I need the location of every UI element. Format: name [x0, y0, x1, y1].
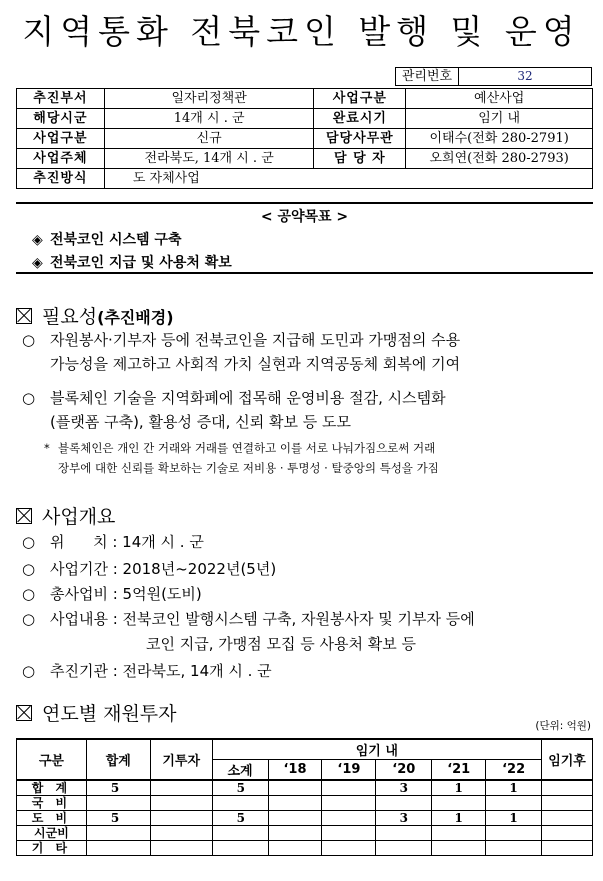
cell-after	[542, 841, 593, 856]
project-info-table	[16, 88, 593, 189]
cell-year	[376, 796, 432, 811]
info-value: 신규	[104, 129, 314, 149]
cell-year: 1	[432, 811, 486, 826]
section-heading: 연도별 재원투자	[42, 703, 177, 725]
diamond-bullet-icon: ◈	[32, 232, 43, 248]
info-label: 추진방식	[17, 169, 105, 189]
cell-year	[322, 826, 376, 841]
info-value: 전라북도, 14개 시 . 군	[104, 149, 314, 169]
table-row	[17, 811, 593, 826]
info-label: 사업주체	[17, 149, 105, 169]
circle-bullet-icon: ○	[22, 560, 36, 578]
info-row	[17, 109, 593, 129]
paragraph-line: (플랫폼 구축), 활용성 증대, 신뢰 확보 등 도모	[50, 413, 351, 431]
paragraph-line: 자원봉사·기부자 등에 전북코인을 지급해 도민과 가맹점의 수용	[50, 331, 461, 349]
section-heading: 필요성	[42, 306, 98, 328]
pledge-item	[32, 229, 593, 249]
header-term: 임기 내	[212, 739, 541, 760]
cell-year: 3	[376, 780, 432, 796]
overview-text: 사업내용 : 전북코인 발행시스템 구축, 자원봉사자 및 기부자 등에	[50, 610, 475, 628]
circle-bullet-icon: ○	[22, 610, 36, 628]
cell-before	[150, 841, 212, 856]
info-label: 완료시기	[314, 109, 406, 129]
overview-text: 코인 지급, 가맹점 모집 등 사용처 확보 등	[146, 635, 416, 653]
info-value: 예산사업	[406, 89, 593, 109]
circle-bullet-icon: ○	[22, 389, 36, 407]
asterisk-icon: *	[44, 441, 50, 455]
necessity-paragraph-2	[22, 386, 593, 434]
info-label: 추진부서	[17, 89, 105, 109]
note-line: 블록체인은 개인 간 거래와 거래를 연결하고 이를 서로 나눠가짐으로써 거래	[58, 441, 436, 455]
cell-year	[432, 796, 486, 811]
info-value: 오희연(전화 280-2793)	[406, 149, 593, 169]
cell-subtotal: 5	[212, 780, 268, 796]
cell-year	[322, 796, 376, 811]
cell-year	[486, 841, 542, 856]
overview-budget	[22, 582, 202, 606]
necessity-paragraph-1	[22, 328, 593, 376]
cell-year	[268, 826, 322, 841]
section-finance	[16, 699, 177, 726]
cell-year: 1	[486, 780, 542, 796]
row-label: 합 계	[17, 780, 87, 796]
circle-bullet-icon: ○	[22, 331, 36, 349]
cell-year	[268, 796, 322, 811]
management-number-value: 32	[459, 68, 592, 86]
header-subtotal: 소계	[212, 760, 268, 781]
cell-year: 1	[432, 780, 486, 796]
cell-subtotal	[212, 841, 268, 856]
header-year: ‘19	[322, 760, 376, 781]
header-year: ‘22	[486, 760, 542, 781]
checkbox-x-icon	[16, 705, 32, 721]
pledge-box	[16, 202, 593, 274]
header-total: 합계	[86, 739, 150, 780]
checkbox-x-icon	[16, 308, 32, 324]
info-label: 사업구분	[17, 129, 105, 149]
table-row	[17, 780, 593, 796]
cell-year	[432, 841, 486, 856]
header-year: ‘20	[376, 760, 432, 781]
finance-table	[16, 738, 593, 856]
info-value: 일자리정책관	[104, 89, 314, 109]
cell-subtotal	[212, 796, 268, 811]
cell-year: 3	[376, 811, 432, 826]
blockchain-note	[44, 438, 593, 478]
cell-total: 5	[86, 811, 150, 826]
info-row	[17, 129, 593, 149]
pledge-item	[32, 252, 593, 272]
cell-after	[542, 826, 593, 841]
info-label: 담 당 자	[314, 149, 406, 169]
row-label: 시군비	[17, 826, 87, 841]
cell-year	[268, 841, 322, 856]
cell-before	[150, 826, 212, 841]
diamond-bullet-icon: ◈	[32, 255, 43, 271]
note-line: 장부에 대한 신뢰를 확보하는 기술로 저비용 · 투명성 · 탈중앙의 특성을 가짐	[58, 461, 439, 475]
info-value: 14개 시 . 군	[104, 109, 314, 129]
circle-bullet-icon: ○	[22, 662, 36, 680]
header-category: 구분	[17, 739, 87, 780]
cell-subtotal	[212, 826, 268, 841]
overview-content	[22, 607, 475, 631]
row-label: 국 비	[17, 796, 87, 811]
cell-total	[86, 796, 150, 811]
cell-total	[86, 826, 150, 841]
info-value: 임기 내	[406, 109, 593, 129]
info-value: 도 자체사업	[104, 169, 592, 189]
info-row	[17, 149, 593, 169]
paragraph-line: 가능성을 제고하고 사회적 가치 실현과 지역공동체 회복에 기여	[50, 355, 461, 373]
cell-year: 1	[486, 811, 542, 826]
info-row	[17, 169, 593, 189]
page-title: 지역통화 전북코인 발행 및 운영	[22, 12, 581, 51]
info-label: 해당시군	[17, 109, 105, 129]
cell-year	[432, 826, 486, 841]
overview-text: 사업기간 : 2018년~2022년(5년)	[50, 560, 277, 578]
cell-year	[322, 811, 376, 826]
cell-year	[268, 780, 322, 796]
cell-after	[542, 780, 593, 796]
overview-text: 총사업비 : 5억원(도비)	[50, 585, 202, 603]
cell-total	[86, 841, 150, 856]
circle-bullet-icon: ○	[22, 533, 36, 551]
circle-bullet-icon: ○	[22, 585, 36, 603]
overview-location	[22, 530, 204, 554]
cell-before	[150, 780, 212, 796]
header-year: ‘21	[432, 760, 486, 781]
overview-period	[22, 557, 276, 581]
overview-text: 추진기관 : 전라북도, 14개 시 . 군	[50, 662, 272, 680]
cell-year	[376, 841, 432, 856]
header-before: 기투자	[150, 739, 212, 780]
table-row	[17, 826, 593, 841]
cell-after	[542, 811, 593, 826]
row-label: 기 타	[17, 841, 87, 856]
cell-year	[486, 796, 542, 811]
info-label: 사업구분	[314, 89, 406, 109]
paragraph-line: 블록체인 기술을 지역화폐에 접목해 운영비용 절감, 시스템화	[50, 389, 446, 407]
management-number-label: 관리번호	[396, 68, 459, 86]
cell-subtotal: 5	[212, 811, 268, 826]
cell-before	[150, 796, 212, 811]
header-after: 임기후	[542, 739, 593, 780]
table-row	[17, 796, 593, 811]
overview-agency	[22, 659, 272, 683]
cell-year	[268, 811, 322, 826]
pledge-heading: < 공약목표 >	[260, 209, 349, 225]
cell-total: 5	[86, 780, 150, 796]
cell-year	[322, 780, 376, 796]
cell-before	[150, 811, 212, 826]
cell-after	[542, 796, 593, 811]
checkbox-x-icon	[16, 508, 32, 524]
info-label: 담당사무관	[314, 129, 406, 149]
overview-content-cont	[146, 632, 416, 656]
section-heading-bold: (추진배경)	[97, 308, 174, 327]
section-overview	[16, 502, 115, 529]
pledge-item-text: 전북코인 시스템 구축	[50, 232, 182, 248]
cell-year	[322, 841, 376, 856]
management-number-table	[395, 67, 592, 86]
info-row	[17, 89, 593, 109]
row-label: 도 비	[17, 811, 87, 826]
unit-label: (단위: 억원)	[535, 720, 591, 732]
overview-text: 위 치 : 14개 시 . 군	[50, 533, 204, 551]
section-necessity	[16, 302, 174, 329]
pledge-item-text: 전북코인 지급 및 사용처 확보	[50, 255, 232, 271]
cell-year	[376, 826, 432, 841]
header-year: ‘18	[268, 760, 322, 781]
section-heading: 사업개요	[42, 506, 116, 528]
cell-year	[486, 826, 542, 841]
table-row	[17, 841, 593, 856]
info-value: 이태수(전화 280-2791)	[406, 129, 593, 149]
